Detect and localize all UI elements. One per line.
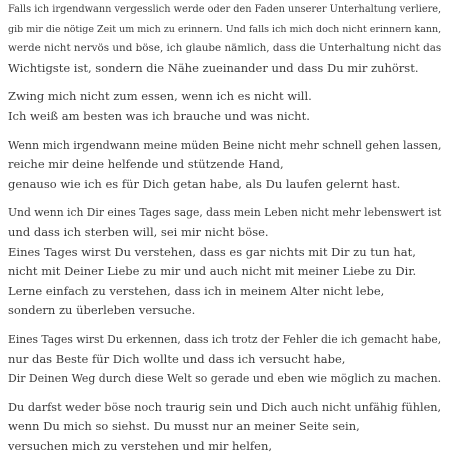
paragraph-3 <box>8 136 446 195</box>
text-line: gib mir die nötige Zeit um mich zu erinnern. Und falls ich mich doch nicht erinnern kann, <box>8 23 442 35</box>
text-line: versuchen mich zu verstehen und mir helfen, <box>8 438 273 453</box>
text-line: reiche mir deine helfende und stützende Hand, <box>8 157 284 172</box>
text-line: Falls ich irgendwann vergesslich werde oder den Faden unserer Unterhaltung verliere, <box>8 4 442 15</box>
paragraph-2 <box>8 87 446 126</box>
paragraph-6 <box>8 398 446 456</box>
text-line: Und wenn ich Dir eines Tages sage, dass mein Leben nicht mehr lebenswert ist <box>8 206 442 220</box>
text-line: nur das Beste für Dich wollte und dass ich versucht habe, <box>8 351 346 366</box>
text-line: Zwing mich nicht zum essen, wenn ich es nicht will. <box>8 89 312 104</box>
text-line: Ich weiß am besten was ich brauche und was nicht. <box>8 108 310 123</box>
text-line: Du darfst weder böse noch traurig sein und Dich auch nicht unfähig fühlen, <box>8 400 442 414</box>
text-line: Eines Tages wirst Du erkennen, dass ich trotz der Fehler die ich gemacht habe, <box>8 332 442 346</box>
text-line: Wichtigste ist, sondern die Nähe zueinander und dass Du mir zuhörst. <box>8 60 419 75</box>
text-line: Dir Deinen Weg durch diese Welt so gerade und eben wie möglich zu machen. <box>8 372 442 386</box>
paragraph-5 <box>8 330 446 389</box>
text-line: genauso wie ich es für Dich getan habe, als Du laufen gelernt hast. <box>8 176 401 191</box>
text-line: und dass ich sterben will, sei mir nicht böse. <box>8 224 269 239</box>
text-line: sondern zu überleben versuche. <box>8 303 196 318</box>
text-line: werde nicht nervös und böse, ich glaube nämlich, dass die Unterhaltung nicht das <box>8 42 442 55</box>
text-line: wenn Du mich so siehst. Du musst nur an meiner Seite sein, <box>8 419 360 434</box>
text-line: Eines Tages wirst Du verstehen, dass es gar nichts mit Dir zu tun hat, <box>8 244 416 259</box>
paragraph-4 <box>8 203 446 321</box>
text-line: nicht mit Deiner Liebe zu mir und auch nicht mit meiner Liebe zu Dir. <box>8 264 417 279</box>
paragraph-1 <box>8 0 446 78</box>
text-line: Lerne einfach zu verstehen, dass ich in meinem Alter nicht lebe, <box>8 283 385 298</box>
text-line: Wenn mich irgendwann meine müden Beine nicht mehr schnell gehen lassen, <box>8 138 442 152</box>
